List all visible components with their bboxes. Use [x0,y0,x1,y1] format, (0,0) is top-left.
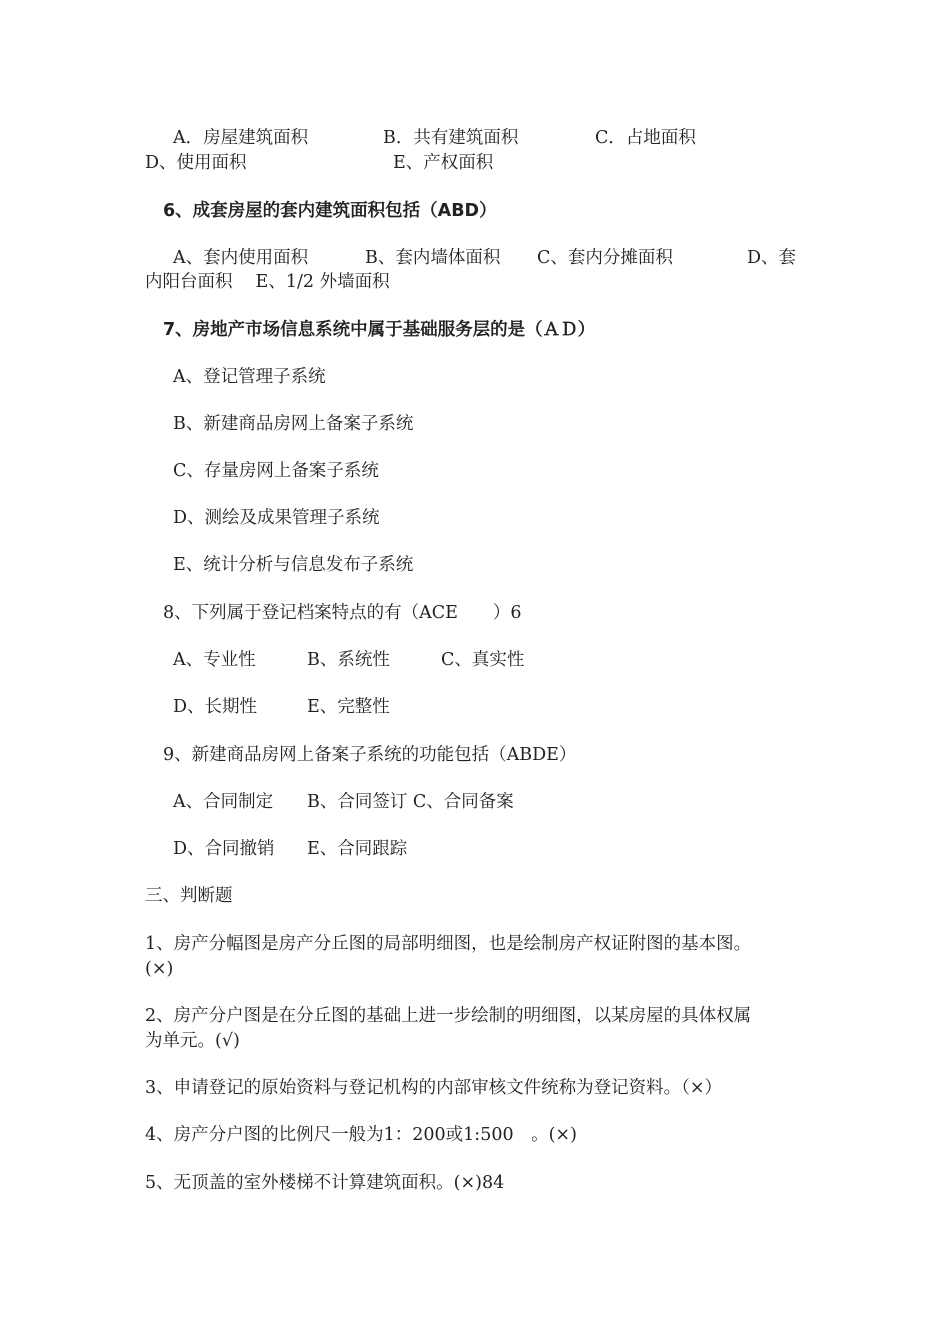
q7-option-a: A、登记管理子系统 [173,367,326,387]
q7-option-c: C、存量房网上备案子系统 [173,461,379,481]
judgment-item-1: 1、房产分幅图是房产分丘图的局部明细图，也是绘制房产权证附图的基本图。 [145,934,752,954]
q6-option-d: D、套 [747,248,797,268]
q9-option-a: A、合同制定 [173,792,274,812]
q5-option-c: C．占地面积 [595,128,696,148]
q7-option-e: E、统计分析与信息发布子系统 [173,555,414,575]
q7-option-b: B、新建商品房网上备案子系统 [173,414,414,434]
q9-option-e: E、合同跟踪 [307,839,408,859]
q6-option-b: B、套内墙体面积 [365,248,501,268]
q6-option-a: A、套内使用面积 [173,248,309,268]
q8-option-b: B、系统性 [307,650,390,670]
q9-question: 9、新建商品房网上备案子系统的功能包括（ABDE） [163,745,577,765]
q9-option-d: D、合同撤销 [173,839,275,859]
q5-option-a: A．房屋建筑面积 [173,128,309,148]
judgment-item-2-answer: 为单元。(√) [145,1031,240,1051]
q6-options-continued: 内阳台面积 E、1/2 外墙面积 [145,272,390,292]
judgment-item-1-answer: (×) [145,959,174,979]
q7-option-d: D、测绘及成果管理子系统 [173,508,380,528]
section-heading: 三、判断题 [145,886,233,906]
judgment-item-4: 4、房产分户图的比例尺一般为1：200或1:500 。(×) [145,1125,577,1145]
q8-option-d: D、长期性 [173,697,258,717]
q7-question: 7、房地产市场信息系统中属于基础服务层的是（ＡＤ） [163,320,596,340]
q5-option-e: E、产权面积 [393,153,494,173]
q6-option-c: C、套内分摊面积 [537,248,673,268]
q8-option-c: C、真实性 [441,650,525,670]
q8-option-a: A、专业性 [173,650,256,670]
q5-option-b: B．共有建筑面积 [383,128,519,148]
q5-option-d: D、使用面积 [145,153,247,173]
q8-option-e: E、完整性 [307,697,390,717]
q9-option-bc: B、合同签订 C、合同备案 [307,792,514,812]
judgment-item-5: 5、无顶盖的室外楼梯不计算建筑面积。(×)84 [145,1173,505,1193]
q6-question: 6、成套房屋的套内建筑面积包括（ABD） [163,201,497,221]
q8-question: 8、下列属于登记档案特点的有（ACE ）6 [163,603,522,623]
judgment-item-3: 3、申请登记的原始资料与登记机构的内部审核文件统称为登记资料。（×） [145,1078,723,1098]
judgment-item-2: 2、房产分户图是在分丘图的基础上进一步绘制的明细图，以某房屋的具体权属 [145,1006,752,1026]
